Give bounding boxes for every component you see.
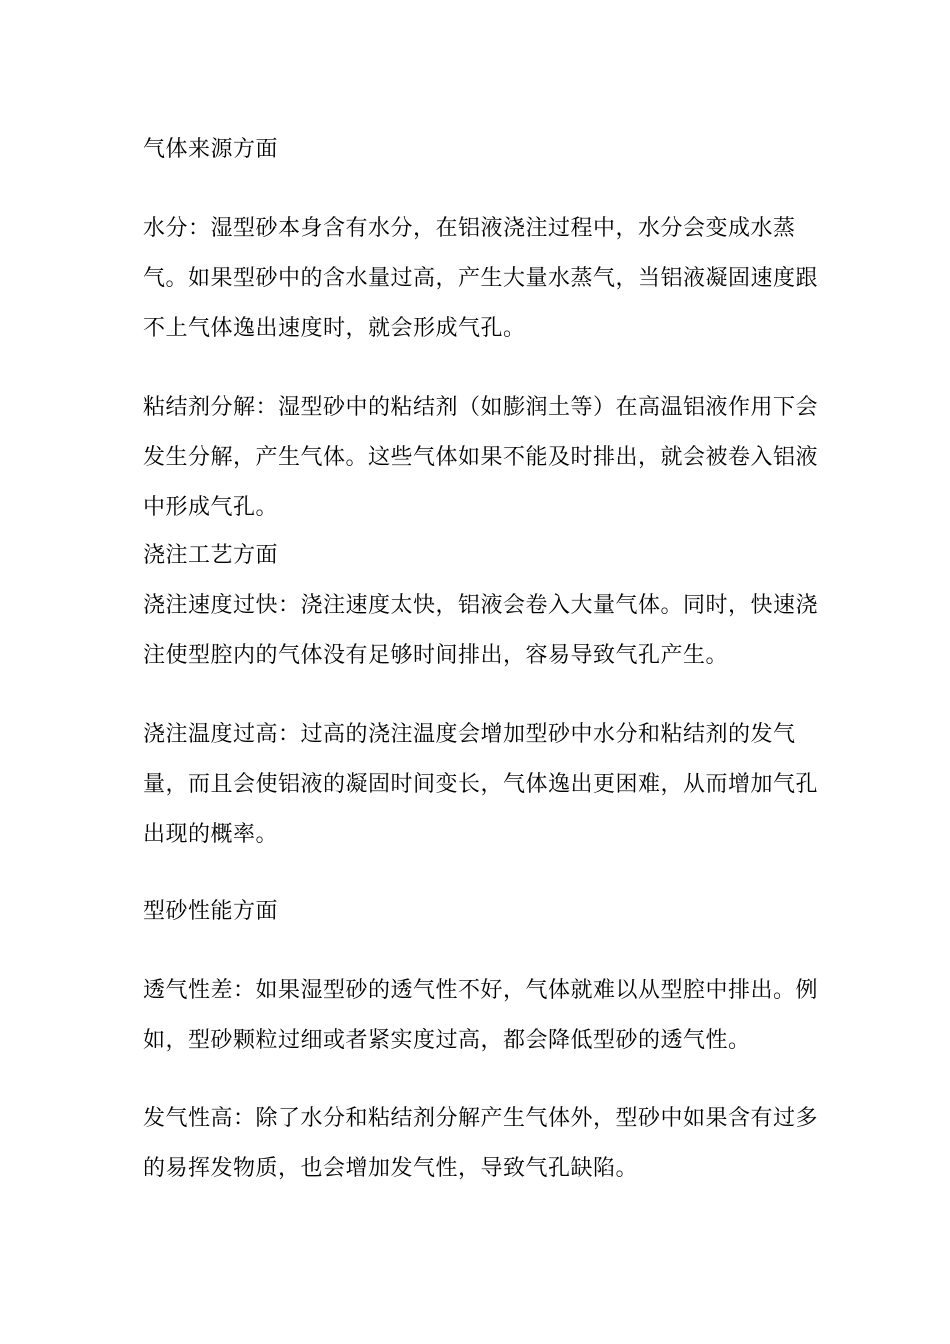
section-heading-gas-source: 气体来源方面 (143, 137, 279, 162)
paragraph-binder-decomposition: 粘结剂分解：湿型砂中的粘结剂（如膨润土等）在高温铝液作用下会发生分解，产生气体。这些气体如果不能及时排出，就会被卷入铝液中形成气孔。 (143, 395, 819, 520)
paragraph-pouring-speed: 浇注速度过快：浇注速度太快，铝液会卷入大量气体。同时，快速浇注使型腔内的气体没有足够时间排出，容易导致气孔产生。 (143, 593, 819, 668)
paragraph-permeability: 透气性差：如果湿型砂的透气性不好，气体就难以从型腔中排出。例如，型砂颗粒过细或者紧实度过高，都会降低型砂的透气性。 (143, 978, 819, 1053)
section-heading-sand-properties: 型砂性能方面 (143, 899, 279, 924)
paragraph-moisture: 水分：湿型砂本身含有水分，在铝液浇注过程中，水分会变成水蒸气。如果型砂中的含水量过高，产生大量水蒸气，当铝液凝固速度跟不上气体逸出速度时，就会形成气孔。 (143, 216, 819, 341)
paragraph-gas-evolution: 发气性高：除了水分和粘结剂分解产生气体外，型砂中如果含有过多的易挥发物质，也会增加发气性，导致气孔缺陷。 (143, 1106, 819, 1181)
section-heading-pouring-process: 浇注工艺方面 (143, 543, 279, 568)
paragraph-pouring-temperature: 浇注温度过高：过高的浇注温度会增加型砂中水分和粘结剂的发气量，而且会使铝液的凝固时间变长，气体逸出更困难，从而增加气孔出现的概率。 (143, 722, 819, 847)
